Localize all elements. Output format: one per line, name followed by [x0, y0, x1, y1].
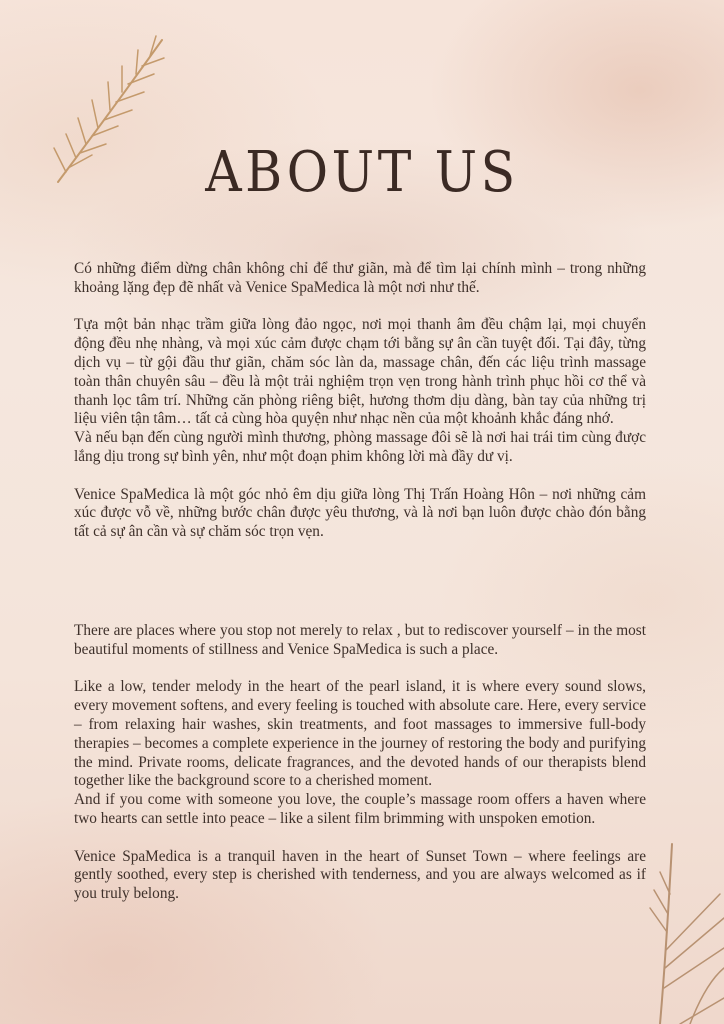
vi-paragraph-1: Có những điểm dừng chân không chỉ để thư giãn, mà để tìm lại chính mình – trong những khoảng lặng đẹp đẽ nhất và Venice SpaMedica là một nơi như thế.	[74, 260, 646, 296]
page-title: ABOUT US	[205, 140, 519, 205]
en-paragraph-3: And if you come with someone you love, the couple’s massage room offers a haven where two hearts can settle into peace – like a silent film brimming with unspoken emotion.	[74, 791, 646, 827]
vietnamese-section	[74, 260, 646, 542]
english-section	[74, 622, 646, 904]
vi-paragraph-3: Và nếu bạn đến cùng người mình thương, phòng massage đôi sẽ là nơi hai trái tim cùng được lắng dịu trong sự bình yên, như một đoạn phim không lời mà đầy dư vị.	[74, 429, 646, 465]
vi-paragraph-4: Venice SpaMedica là một góc nhỏ êm dịu giữa lòng Thị Trấn Hoàng Hôn – nơi những cảm xúc được vỗ về, những bước chân được yêu thương, và là nơi bạn luôn được chào đón bằng tất cả sự ân cần và sự chăm sóc trọn vẹn.	[74, 485, 646, 541]
en-paragraph-2: Like a low, tender melody in the heart of the pearl island, it is where every sound slows, every movement softens, and every feeling is touched with absolute care. Here, every service – from relaxing hair washes, skin treatments, and foot massages to immersive full-body therapies – becomes a complete experience in the journey of restoring the body and purifying the mind. Private rooms, delicate fragrances, and the devoted hands of our therapists blend together like the background score to a cherished moment.	[74, 678, 646, 790]
en-paragraph-4: Venice SpaMedica is a tranquil haven in the heart of Sunset Town – where feelings are gently soothed, every step is cherished with tenderness, and you are always welcomed as if you truly belong.	[74, 847, 646, 903]
en-paragraph-1: There are places where you stop not merely to relax , but to rediscover yourself – in the most beautiful moments of stillness and Venice SpaMedica is such a place.	[74, 622, 646, 658]
palm-leaf-bottom-icon	[620, 838, 724, 1024]
vi-paragraph-2: Tựa một bản nhạc trầm giữa lòng đảo ngọc, nơi mọi thanh âm đều chậm lại, mọi chuyển động đều nhẹ nhàng, và mọi xúc cảm được chạm tới bằng sự ân cần tuyệt đối. Tại đây, từng dịch vụ – từ gội đầu thư giãn, chăm sóc làn da, massage chân, đến các liệu trình massage toàn thân chuyên sâu – đều là một trải nghiệm trọn vẹn trong hành trình phục hồi cơ thể và thanh lọc tâm trí. Những căn phòng riêng biệt, hương thơm dịu dàng, bàn tay của những trị liệu viên tận tâm… tất cả cùng hòa quyện như nhạc nền của một khoảnh khắc đáng nhớ.	[74, 316, 646, 428]
